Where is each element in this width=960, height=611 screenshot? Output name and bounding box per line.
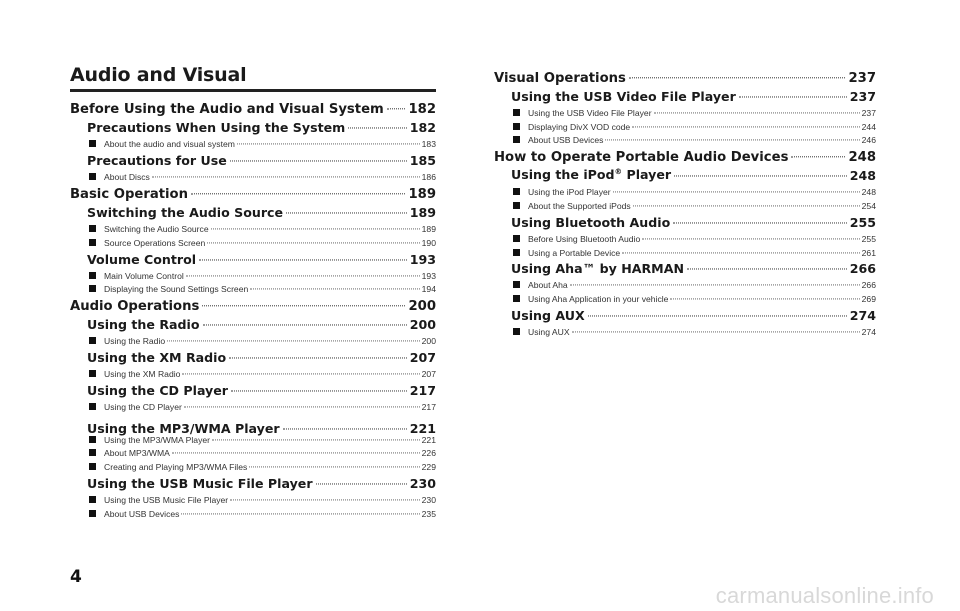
toc-entry-title: Using the MP3/WMA Player bbox=[87, 420, 280, 436]
toc-entry-title: Using the USB Music File Player bbox=[87, 475, 313, 491]
dot-leader bbox=[633, 196, 860, 206]
toc-entry-level-3[interactable] bbox=[494, 232, 876, 244]
square-bullet-icon bbox=[513, 235, 520, 242]
toc-entry-page: 237 bbox=[848, 71, 876, 87]
toc-entry-page: 255 bbox=[861, 233, 876, 244]
toc-entry-title: About MP3/WMA bbox=[104, 447, 170, 458]
square-bullet-icon bbox=[513, 188, 520, 195]
square-bullet-icon bbox=[89, 173, 96, 180]
toc-entry-level-3[interactable] bbox=[494, 185, 876, 197]
toc-entry-title: Audio Operations bbox=[70, 299, 200, 315]
dot-leader bbox=[181, 504, 419, 514]
square-bullet-icon bbox=[89, 239, 96, 246]
toc-entry-title: Source Operations Screen bbox=[104, 237, 206, 248]
toc-entry-page: 207 bbox=[409, 349, 436, 365]
toc-entry-title: Using the XM Radio bbox=[87, 349, 227, 365]
toc-entry-level-2[interactable] bbox=[494, 306, 876, 323]
toc-entry-level-3[interactable] bbox=[70, 222, 436, 234]
toc-entry-level-3[interactable] bbox=[70, 400, 436, 412]
toc-entry-page: 237 bbox=[861, 107, 876, 118]
toc-entry-title: Using the MP3/WMA Player bbox=[104, 434, 211, 445]
toc-entry-page: 226 bbox=[421, 447, 436, 458]
dot-leader bbox=[670, 289, 859, 299]
toc-entry-title: About USB Devices bbox=[528, 134, 604, 145]
dot-leader bbox=[191, 180, 405, 194]
toc-entry-page: 200 bbox=[409, 316, 436, 332]
title-rule bbox=[70, 89, 436, 92]
toc-entry-title: Before Using Bluetooth Audio bbox=[528, 233, 641, 244]
square-bullet-icon bbox=[89, 285, 96, 292]
dot-leader bbox=[632, 117, 859, 127]
dot-leader bbox=[673, 209, 846, 223]
dot-leader bbox=[791, 143, 845, 157]
dot-leader bbox=[211, 219, 420, 229]
toc-entry-title: Basic Operation bbox=[70, 187, 188, 203]
dot-leader bbox=[229, 344, 407, 358]
toc-entry-title: About the audio and visual system bbox=[104, 138, 235, 149]
toc-entry-title: Using Bluetooth Audio bbox=[511, 214, 671, 230]
dot-leader bbox=[613, 182, 860, 192]
toc-entry-title: About USB Devices bbox=[104, 508, 180, 519]
toc-entry-title: Before Using the Audio and Visual System bbox=[70, 102, 384, 118]
toc-entry-level-2[interactable] bbox=[70, 474, 436, 491]
dot-leader bbox=[202, 292, 405, 306]
dot-leader bbox=[212, 430, 420, 440]
dot-leader bbox=[286, 199, 407, 213]
toc-entry-level-2[interactable] bbox=[494, 87, 876, 104]
square-bullet-icon bbox=[89, 510, 96, 517]
toc-entry-page: 237 bbox=[849, 88, 876, 104]
dot-leader bbox=[674, 162, 847, 176]
dot-leader bbox=[739, 83, 847, 97]
dot-leader bbox=[348, 114, 406, 128]
toc-entry-page: 274 bbox=[861, 326, 876, 337]
toc-entry-page: 183 bbox=[421, 138, 436, 149]
toc-entry-page: 266 bbox=[861, 279, 876, 290]
toc-entry-title: Volume Control bbox=[87, 251, 197, 267]
toc-entry-title: Using the CD Player bbox=[87, 382, 229, 398]
toc-entry-title: About Discs bbox=[104, 171, 150, 182]
toc-entry-level-2[interactable] bbox=[70, 381, 436, 398]
toc-entry-level-3[interactable] bbox=[494, 325, 876, 337]
watermark: carmanualsonline.info bbox=[715, 583, 934, 608]
toc-entry-page: 269 bbox=[861, 293, 876, 304]
toc-entry-page: 193 bbox=[409, 251, 436, 267]
toc-entry-level-2[interactable] bbox=[70, 151, 436, 168]
toc-entry-level-2[interactable] bbox=[70, 348, 436, 365]
toc-entry-title: Precautions When Using the System bbox=[87, 119, 346, 135]
toc-entry-level-2[interactable] bbox=[70, 203, 436, 220]
toc-entry-page: 248 bbox=[848, 150, 876, 166]
dot-leader bbox=[186, 266, 420, 276]
square-bullet-icon bbox=[89, 449, 96, 456]
toc-entry-page: 255 bbox=[849, 214, 876, 230]
square-bullet-icon bbox=[513, 281, 520, 288]
toc-entry-level-3[interactable] bbox=[70, 493, 436, 505]
toc-entry-title: Using a Portable Device bbox=[528, 247, 621, 258]
square-bullet-icon bbox=[89, 463, 96, 470]
square-bullet-icon bbox=[513, 109, 520, 116]
toc-entry-page: 189 bbox=[409, 204, 436, 220]
toc-entry-page: 186 bbox=[421, 171, 436, 182]
toc-entry-page: 235 bbox=[421, 508, 436, 519]
dot-leader bbox=[203, 311, 407, 325]
toc-entry-page: 189 bbox=[408, 187, 436, 203]
toc-entry-title: Using the iPod Player bbox=[528, 186, 611, 197]
toc-entry-level-3[interactable] bbox=[494, 278, 876, 290]
square-bullet-icon bbox=[89, 225, 96, 232]
toc-entry-page: 194 bbox=[421, 283, 436, 294]
dot-leader bbox=[629, 64, 846, 78]
square-bullet-icon bbox=[513, 295, 520, 302]
toc-entry-title: Using AUX bbox=[528, 326, 570, 337]
dot-leader bbox=[605, 130, 859, 140]
toc-entry-title: About Aha bbox=[528, 279, 568, 290]
toc-entry-title: Visual Operations bbox=[494, 71, 626, 87]
toc-entry-title: Main Volume Control bbox=[104, 270, 184, 281]
dot-leader bbox=[570, 275, 860, 285]
square-bullet-icon bbox=[89, 436, 96, 443]
toc-entry-page: 182 bbox=[408, 102, 436, 118]
toc-entry-title: Using the iPod® Player bbox=[511, 167, 672, 183]
toc-entry-page: 200 bbox=[421, 335, 436, 346]
page-title: Audio and Visual bbox=[70, 64, 247, 86]
dot-leader bbox=[622, 243, 859, 253]
dot-leader bbox=[230, 147, 407, 161]
dot-leader bbox=[654, 103, 860, 113]
dot-leader bbox=[231, 377, 407, 391]
square-bullet-icon bbox=[89, 370, 96, 377]
toc-entry-page: 182 bbox=[409, 119, 436, 135]
dot-leader bbox=[184, 397, 420, 407]
dot-leader bbox=[642, 229, 859, 239]
toc-entry-title: Using the XM Radio bbox=[104, 368, 181, 379]
toc-entry-title: Using the CD Player bbox=[104, 401, 182, 412]
square-bullet-icon bbox=[89, 272, 96, 279]
toc-entry-page: 261 bbox=[861, 247, 876, 258]
toc-entry-title: Using the USB Music File Player bbox=[104, 494, 229, 505]
dot-leader bbox=[207, 233, 419, 243]
toc-entry-page: 189 bbox=[421, 223, 436, 234]
square-bullet-icon bbox=[89, 337, 96, 344]
registered-mark: ® bbox=[614, 167, 623, 177]
toc-entry-page: 254 bbox=[861, 200, 876, 211]
toc-entry-page: 230 bbox=[421, 494, 436, 505]
toc-entry-title: Displaying the Sound Settings Screen bbox=[104, 283, 249, 294]
dot-leader bbox=[387, 95, 406, 109]
dot-leader bbox=[152, 167, 420, 177]
toc-entry-page: 266 bbox=[849, 260, 876, 276]
toc-entry-title: Precautions for Use bbox=[87, 152, 227, 168]
toc-entry-title: Creating and Playing MP3/WMA Files bbox=[104, 461, 248, 472]
square-bullet-icon bbox=[513, 136, 520, 143]
square-bullet-icon bbox=[513, 123, 520, 130]
square-bullet-icon bbox=[513, 328, 520, 335]
page-number: 4 bbox=[70, 567, 82, 587]
toc-entry-level-2[interactable] bbox=[70, 118, 436, 135]
toc-entry-page: 248 bbox=[861, 186, 876, 197]
dot-leader bbox=[237, 134, 420, 144]
toc-entry-title: Using the USB Video File Player bbox=[528, 107, 652, 118]
toc-entry-title: Using Aha™ by HARMAN bbox=[511, 260, 685, 276]
toc-entry-page: 221 bbox=[409, 420, 436, 436]
toc-entry-page: 190 bbox=[421, 237, 436, 248]
toc-entry-page: 230 bbox=[409, 475, 436, 491]
dot-leader bbox=[182, 364, 419, 374]
toc-entry-level-2[interactable] bbox=[494, 213, 876, 230]
toc-entry-title: Displaying DivX VOD code bbox=[528, 121, 631, 132]
dot-leader bbox=[687, 255, 847, 269]
dot-leader bbox=[316, 470, 407, 484]
toc-entry-level-2[interactable] bbox=[70, 315, 436, 332]
toc-entry-level-2[interactable] bbox=[494, 259, 876, 276]
toc-entry-title: Switching the Audio Source bbox=[87, 204, 284, 220]
dot-leader bbox=[588, 302, 847, 316]
dot-leader bbox=[250, 279, 419, 289]
toc-entry-level-3[interactable] bbox=[70, 446, 436, 458]
toc-entry-title: About the Supported iPods bbox=[528, 200, 631, 211]
toc-entry-level-2[interactable] bbox=[494, 166, 876, 183]
square-bullet-icon bbox=[89, 140, 96, 147]
toc-entry-page: 217 bbox=[409, 382, 436, 398]
toc-entry-level-3[interactable] bbox=[494, 106, 876, 118]
toc-entry-page: 246 bbox=[861, 134, 876, 145]
toc-entry-level-2[interactable] bbox=[70, 250, 436, 267]
dot-leader bbox=[230, 490, 419, 500]
square-bullet-icon bbox=[89, 403, 96, 410]
square-bullet-icon bbox=[89, 496, 96, 503]
toc-entry-page: 185 bbox=[409, 152, 436, 168]
square-bullet-icon bbox=[513, 249, 520, 256]
toc-entry-title: Using Aha Application in your vehicle bbox=[528, 293, 669, 304]
toc-entry-title: Using the USB Video File Player bbox=[511, 88, 736, 104]
toc-entry-page: 229 bbox=[421, 461, 436, 472]
toc-entry-title: Using the Radio bbox=[104, 335, 166, 346]
dot-leader bbox=[572, 322, 860, 332]
toc-entry-page: 200 bbox=[408, 299, 436, 315]
toc-entry-level-3[interactable] bbox=[70, 507, 436, 519]
toc-entry-title: Using the Radio bbox=[87, 316, 200, 332]
dot-leader bbox=[172, 443, 420, 453]
dot-leader bbox=[167, 331, 420, 341]
toc-entry-title: Switching the Audio Source bbox=[104, 223, 209, 234]
toc-entry-page: 193 bbox=[421, 270, 436, 281]
toc-entry-page: 248 bbox=[849, 167, 876, 183]
toc-entry-title: Using AUX bbox=[511, 307, 585, 323]
toc-entry-page: 274 bbox=[849, 307, 876, 323]
dot-leader bbox=[283, 415, 407, 429]
toc-entry-page: 244 bbox=[861, 121, 876, 132]
square-bullet-icon bbox=[513, 202, 520, 209]
dot-leader bbox=[199, 246, 407, 260]
toc-entry-page: 207 bbox=[421, 368, 436, 379]
toc-entry-page: 221 bbox=[421, 434, 436, 445]
toc-entry-title: How to Operate Portable Audio Devices bbox=[494, 150, 789, 166]
dot-leader bbox=[249, 457, 419, 467]
toc-entry-page: 217 bbox=[421, 401, 436, 412]
